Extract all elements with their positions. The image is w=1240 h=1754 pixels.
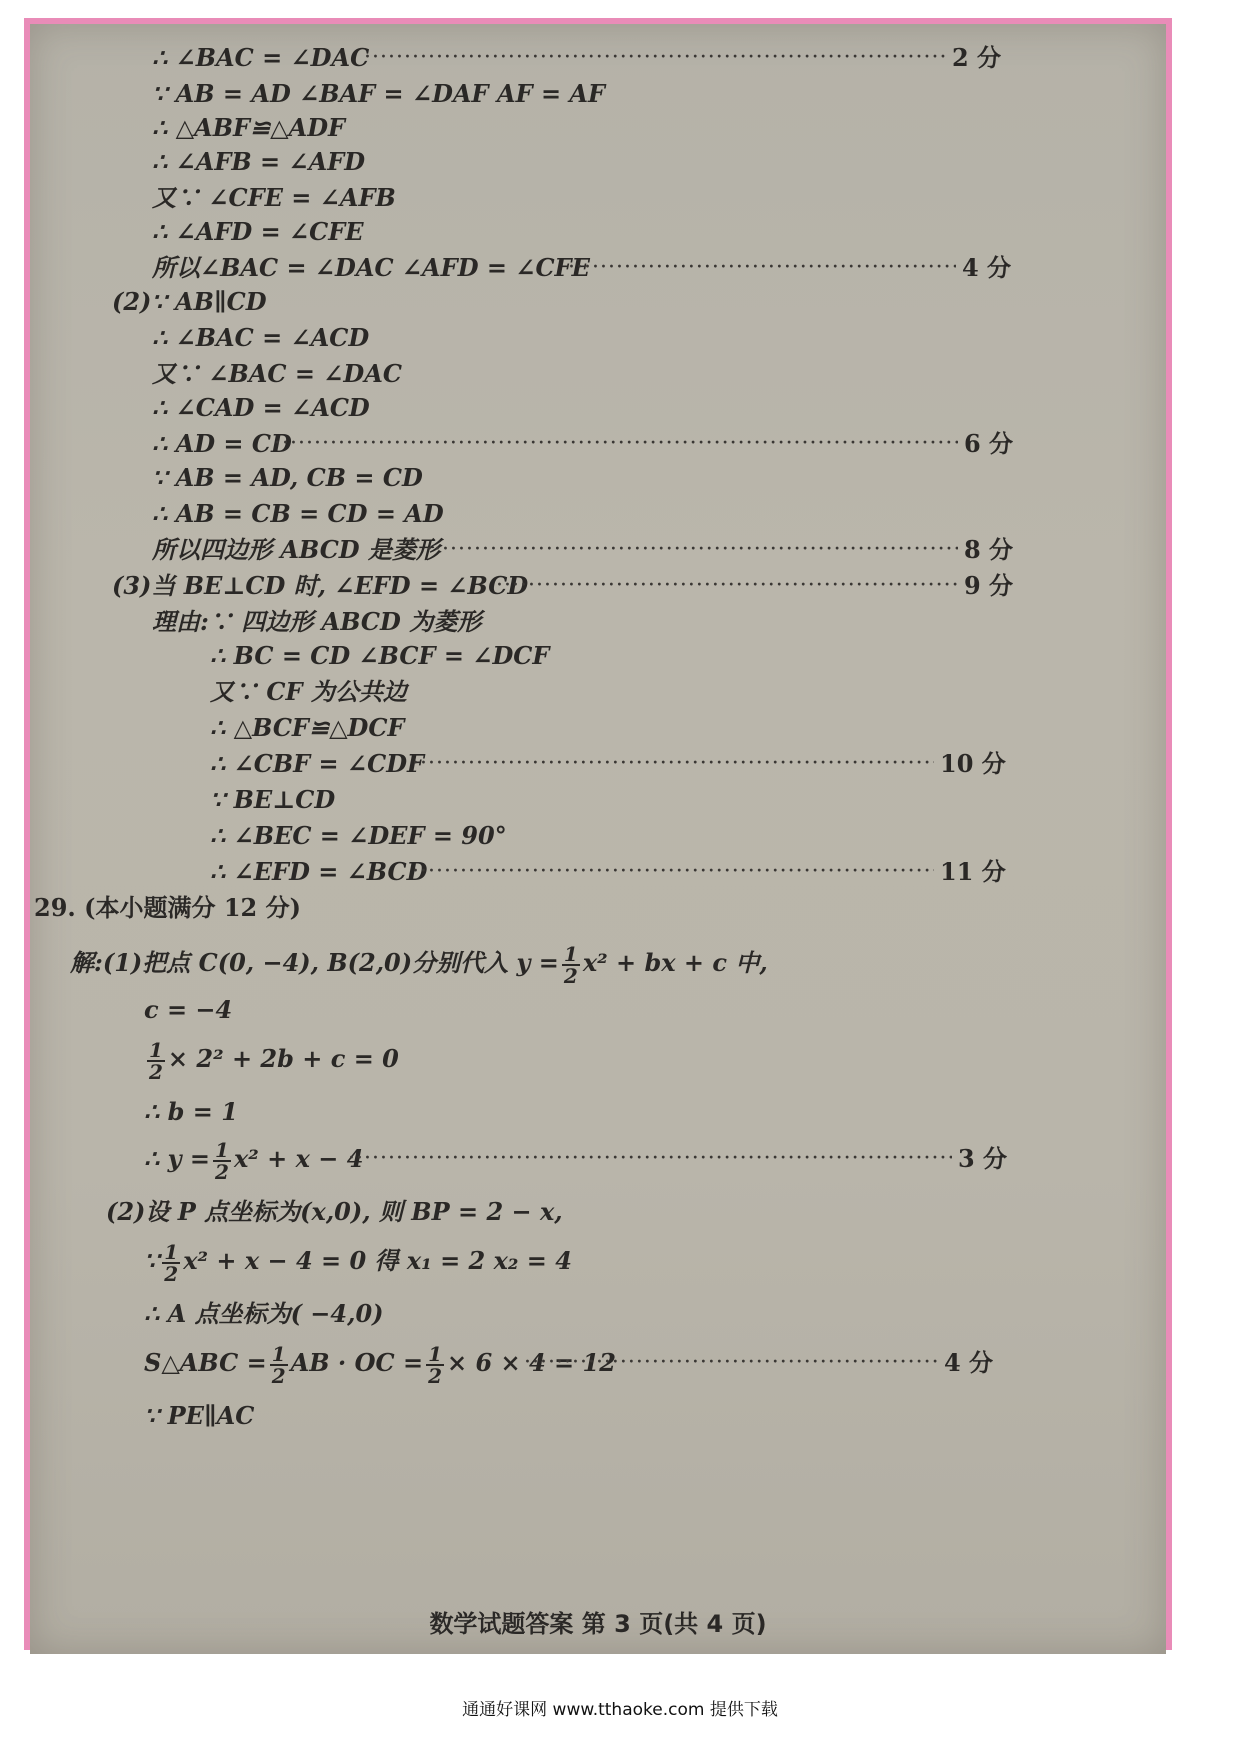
proof-line: (2)∵ AB∥CD: [112, 287, 267, 316]
fraction-half: $\frac{1}{2}$: [149, 1037, 163, 1084]
fraction-half: $\frac{1}{2}$: [271, 1341, 286, 1388]
proof-line: 又∵ ∠CFE = ∠AFB: [152, 183, 396, 212]
proof-line: ∴ ∠EFD = ∠BCD: [210, 857, 428, 886]
download-credit: 通通好课网 www.tthaoke.com 提供下载: [462, 1700, 778, 1720]
proof-line: 所以四边形 ABCD 是菱形: [152, 535, 440, 564]
proof-line: ∴ ∠AFB = ∠AFD: [152, 147, 366, 176]
equation-line: (2)设 P 点坐标为(x,0), 则 BP = 2 − x,: [106, 1197, 563, 1226]
solution-intro: [70, 938, 768, 988]
equation-line: ∵ PE∥AC: [144, 1401, 255, 1430]
proof-line: ∴ ∠CBF = ∠CDF: [210, 749, 425, 778]
page-footer: 数学试题答案 第 3 页(共 4 页): [429, 1610, 767, 1638]
equation-line: ∴ A 点坐标为( −4,0): [144, 1299, 384, 1328]
proof-line: ∴ AB = CB = CD = AD: [152, 499, 444, 528]
intro-text: x² + bx + c 中,: [582, 948, 768, 977]
score-mark: 3 分: [958, 1144, 1008, 1173]
score-mark: 6 分: [964, 429, 1014, 458]
equation-line: ∵ $\frac{1}{2}$ x² + x − 4 = 0 得 x₁ = 2 x₂ = 4: [144, 1239, 572, 1286]
score-leader: [496, 568, 958, 604]
equation-line: c = −4: [144, 995, 233, 1024]
score-leader: [274, 426, 958, 462]
score-mark: 4 分: [962, 253, 1012, 282]
equation-line: S△ABC = $\frac{1}{2}$ AB · OC = $\frac{1}{2}$ × 6 × 4 = 12: [144, 1341, 616, 1388]
score-mark: 10 分: [940, 749, 1006, 778]
proof-line: ∵ BE⊥CD: [210, 785, 336, 814]
score-mark: 4 分: [944, 1348, 994, 1377]
fraction-half: $\frac{1}{2}$: [428, 1341, 443, 1388]
intro-text: 解:(1)把点 C(0, −4), B(2,0)分别代入 y =: [70, 948, 559, 977]
score-leader: [568, 250, 956, 286]
question-heading: 29. (本小题满分 12 分): [34, 893, 301, 922]
score-leader: [348, 1141, 952, 1177]
proof-line: ∴ ∠BEC = ∠DEF = 90°: [210, 821, 507, 850]
fraction-half: $\frac{1}{2}$: [164, 1239, 179, 1286]
score-leader: [426, 532, 958, 568]
proof-line: (3)当 BE⊥CD 时, ∠EFD = ∠BCD: [112, 571, 529, 600]
proof-line: 理由:∵ 四边形 ABCD 为菱形: [152, 607, 482, 636]
proof-line: ∵ AB = AD ∠BAF = ∠DAF AF = AF: [152, 79, 606, 108]
proof-line: ∴ BC = CD ∠BCF = ∠DCF: [210, 641, 550, 670]
proof-line: ∴ △BCF≌△DCF: [210, 713, 405, 742]
score-mark: 9 分: [964, 571, 1014, 600]
answer-sheet-page: [30, 24, 1166, 1654]
score-leader: [412, 854, 934, 890]
score-leader: [524, 1345, 938, 1381]
score-mark: 11 分: [940, 857, 1006, 886]
score-leader: [412, 746, 934, 782]
proof-line: 所以∠BAC = ∠DAC ∠AFD = ∠CFE: [152, 253, 590, 282]
proof-line: ∵ AB = AD, CB = CD: [152, 463, 423, 492]
score-mark: 8 分: [964, 535, 1014, 564]
fraction-half: $\frac{1}{2}$: [215, 1137, 229, 1184]
equation-line: ∴ b = 1: [144, 1097, 238, 1126]
proof-line: ∴ ∠BAC = ∠ACD: [152, 323, 370, 352]
proof-line: ∴ ∠AFD = ∠CFE: [152, 217, 364, 246]
proof-line: ∴ ∠BAC = ∠DAC: [152, 43, 370, 72]
proof-line: ∴ ∠CAD = ∠ACD: [152, 393, 370, 422]
equation-line: $\frac{1}{2}$ × 2² + 2b + c = 0: [149, 1037, 399, 1084]
proof-line: 又∵ ∠BAC = ∠DAC: [152, 359, 402, 388]
score-mark: 2 分: [952, 43, 1002, 72]
proof-line: ∴ △ABF≌△ADF: [152, 113, 346, 142]
proof-line: ∴ AD = CD: [152, 429, 292, 458]
equation-line: ∴ y = $\frac{1}{2}$ x² + x − 4: [144, 1137, 364, 1184]
score-leader: [364, 40, 946, 76]
proof-line: 又∵ CF 为公共边: [210, 677, 407, 706]
fraction-half: $\frac{1}{2}$: [563, 941, 578, 988]
